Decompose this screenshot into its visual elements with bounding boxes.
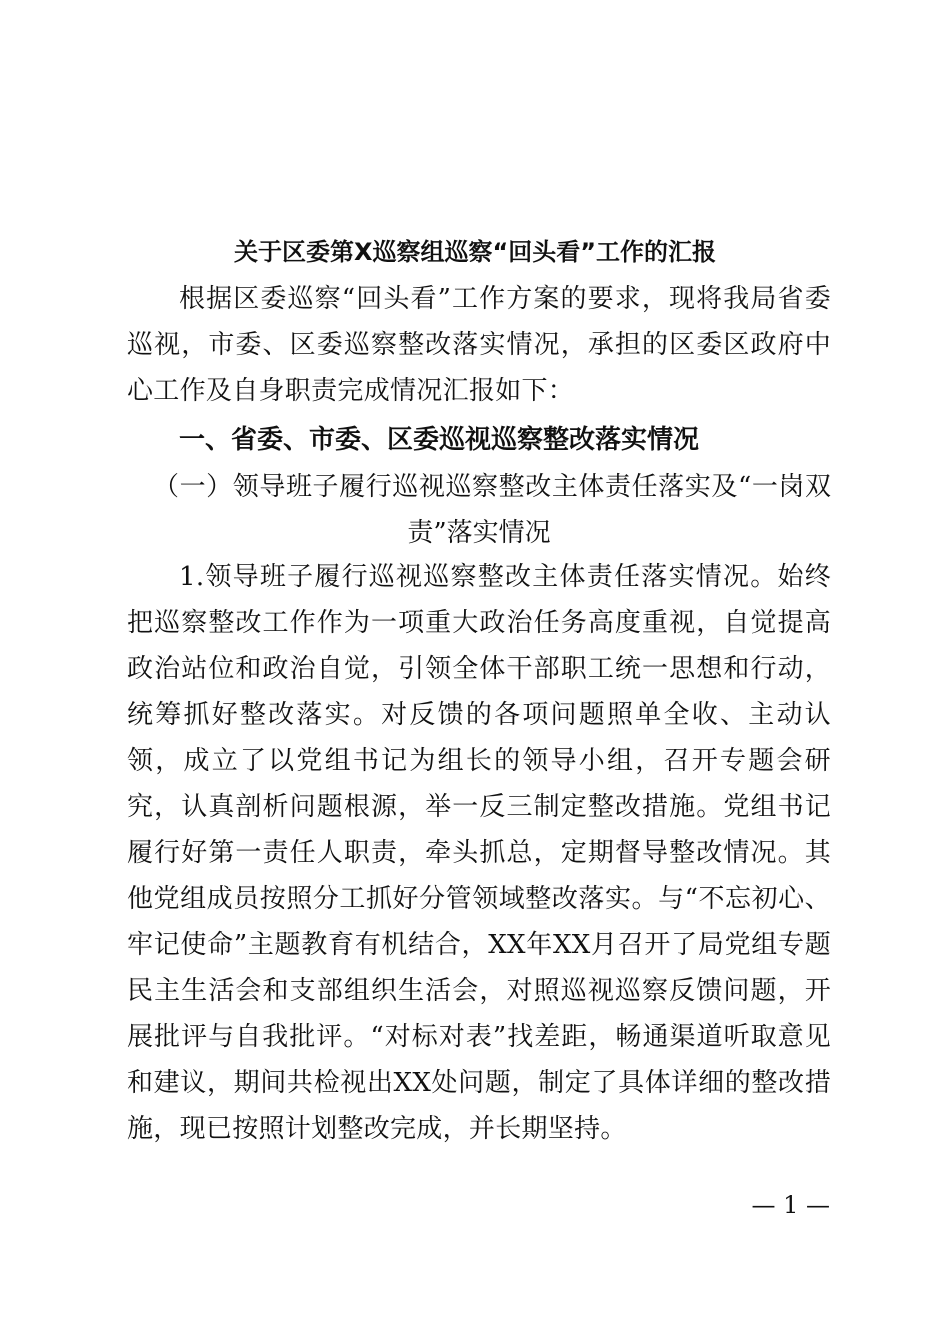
- subsection-heading-1: （一）领导班子履行巡视巡察整改主体责任落实及“一岗双责”落实情况: [153, 472, 831, 548]
- page-number: — 1 —: [751, 1191, 830, 1219]
- document-title: 关于区委第X巡察组巡察“回头看”工作的汇报: [233, 238, 717, 266]
- body-paragraph-1: 1.领导班子履行巡视巡察整改主体责任落实情况。始终把巡察整改工作作为一项重大政治任务高度重视，自觉提高政治站位和政治自觉，引领全体干部职工统一思想和行动，统筹抓好整改落实。对反馈的各项问题照单全收、主动认领，成立了以党组书记为组长的领导小组，召开专题会研究，认真剖析问题根源，举一反三制定整改措施。党组书记履行好第一责任人职责，牵头抓总，定期督导整改情况。其他党组成员按照分工抓好分管领域整改落实。与“不忘初心、牢记使命”主题教育有机结合，XX年XX月召开了局党组专题民主生活会和支部组织生活会，对照巡视巡察反馈问题，开展批评与自我批评。“对标对表”找差距，畅通渠道听取意见和建议，期间共检视出XX处问题，制定了具体详细的整改措施，现已按照计划整改完成，并长期坚持。: [127, 562, 831, 1144]
- intro-paragraph: 根据区委巡察“回头看”工作方案的要求，现将我局省委巡视，市委、区委巡察整改落实情况，承担的区委区政府中心工作及自身职责完成情况汇报如下：: [127, 284, 831, 406]
- section-heading-1: 一、省委、市委、区委巡视巡察整改落实情况: [179, 425, 700, 455]
